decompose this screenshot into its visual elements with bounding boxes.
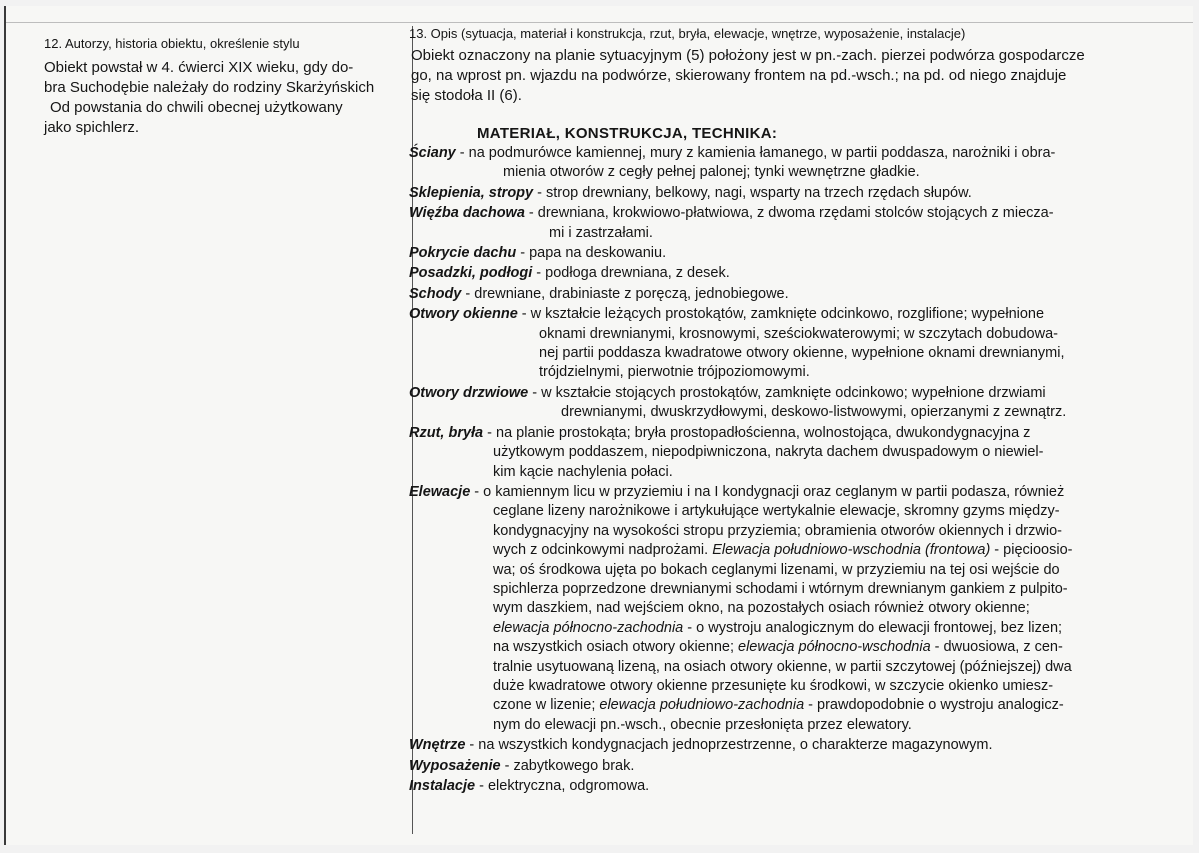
- top-rule: [6, 22, 1193, 23]
- entry-wnetrze: [409, 736, 1169, 755]
- entry-sciany: [409, 144, 1169, 183]
- entry-term: Pokrycie dachu: [409, 245, 517, 262]
- entry-term: Wnętrze: [409, 737, 466, 754]
- entry-text: trójdzielnymi, pierwotnie trójpoziomowymi.: [539, 364, 810, 381]
- entry-text: - w kształcie stojących prostokątów, zamknięte odcinkowo; wypełnione drzwiami: [528, 384, 1046, 401]
- intro-line: go, na wprost pn. wjazdu na podwórze, skierowany frontem na pd.-wsch.; na pd. od niego znajduje: [411, 67, 1067, 84]
- entry-term: Otwory drzwiowe: [409, 384, 529, 401]
- entry-text: - drewniane, drabiniaste z poręczą, jednobiegowe.: [461, 285, 789, 302]
- entry-text-italic: elewacja południowo-zachodnia: [599, 697, 805, 714]
- entry-otwory-okienne: [409, 305, 1169, 383]
- entry-term: Więźba dachowa: [409, 205, 525, 222]
- entry-term: Wyposażenie: [409, 757, 501, 774]
- entry-text: - na planie prostokąta; bryła prostopadłościenna, wolnostojąca, dwukondygnacyjna z: [483, 424, 1031, 441]
- entry-otwory-drzwiowe: [409, 384, 1169, 423]
- entry-term: Elewacje: [409, 483, 471, 500]
- entry-text: spichlerza poprzedzone drewnianymi schodami i wtórnym drewnianym gankiem z pulpito-: [493, 580, 1068, 597]
- entry-posadzki: [409, 264, 1169, 283]
- entry-text: wa; oś środkowa ujęta po bokach ceglanymi lizenami, w przyziemiu na tej osi wejście do: [493, 561, 1060, 578]
- entry-text: nej partii poddasza kwadratowe otwory okienne, wypełnione oknami drewnianymi,: [539, 345, 1065, 362]
- history-line: bra Suchodębie należały do rodziny Skarżyńskich: [44, 79, 375, 96]
- entry-text: wych z odcinkowymi nadprożami.: [493, 542, 713, 559]
- history-line: Od powstania do chwili obecnej użytkowany: [50, 99, 343, 116]
- entry-text: - elektryczna, odgromowa.: [475, 778, 650, 794]
- entry-text: na wszystkich osiach otwory okienne;: [493, 639, 738, 656]
- entry-text: - na podmurówce kamiennej, mury z kamienia łamanego, w partii poddasza, narożniki i obra-: [455, 145, 1056, 161]
- entry-text-italic: elewacja północno-zachodnia: [493, 619, 684, 636]
- entry-text: kondygnacyjny na wysokości stropu przyziemia; obramienia otworów okiennych i drzwio-: [493, 522, 1062, 539]
- entry-text: tralnie usytuowaną lizeną, na osiach otwory okienne, w partii szczytowej (późniejszej) dwa: [493, 658, 1072, 675]
- document-sheet: [4, 6, 1193, 845]
- entry-text: - podłoga drewniana, z desek.: [532, 265, 730, 282]
- entry-term: Posadzki, podłogi: [409, 265, 533, 282]
- entry-text: wym daszkiem, nad wejściem okno, na pozostałych osiach również otwory okienne;: [493, 600, 1030, 617]
- entry-term: Otwory okienne: [409, 306, 518, 323]
- entry-text: oknami drewnianymi, krosnowymi, sześciokwaterowymi; w szczytach dobudowa-: [539, 325, 1058, 342]
- materials-section-title: MATERIAŁ, KONSTRUKCJA, TECHNIKA:: [477, 125, 778, 142]
- entry-text: użytkowym poddaszem, niepodpiwniczona, nakryta dachem dwuspadowym o niewiel-: [493, 444, 1044, 461]
- entry-wiezba: [409, 204, 1169, 243]
- entry-text: - prawdopodobnie o wystroju analogicz-: [804, 697, 1064, 714]
- entry-text: - w kształcie leżących prostokątów, zamknięte odcinkowo, rozglifione; wypełnione: [517, 306, 1045, 323]
- entry-text: - strop drewniany, belkowy, nagi, wsparty na trzech rzędach słupów.: [533, 184, 972, 201]
- entry-text: czone w lizenie;: [493, 697, 600, 714]
- entry-term: Ściany: [409, 145, 456, 161]
- right-column: [409, 26, 1169, 797]
- entry-text: - dwuosiowa, z cen-: [930, 639, 1063, 656]
- entry-term: Sklepienia, stropy: [409, 184, 534, 201]
- intro-line: się stodoła II (6).: [411, 87, 522, 104]
- entry-term: Instalacje: [409, 778, 476, 794]
- entry-text: - o kamiennym licu w przyziemiu i na I kondygnacji oraz ceglanym w partii podasza, również: [470, 483, 1065, 500]
- entry-wyposazenie: [409, 757, 1169, 776]
- history-line: Obiekt powstał w 4. ćwierci XIX wieku, gdy do-: [44, 59, 354, 76]
- intro-text: [411, 46, 1169, 106]
- entry-text: - papa na deskowaniu.: [516, 245, 667, 262]
- entry-text: duże kwadratowe otwory okienne przesunięte ku środkowi, w szczycie okienko umiesz-: [493, 677, 1054, 694]
- entry-text: drewnianymi, dwuskrzydłowymi, deskowo-listwowymi, opierzanymi z zewnątrz.: [561, 404, 1067, 421]
- entry-instalacje: [409, 777, 1169, 796]
- entry-text: kim kącie nachylenia połaci.: [493, 463, 673, 480]
- intro-line: Obiekt oznaczony na planie sytuacyjnym (5) położony jest w pn.-zach. pierzei podwórza gospodarcze: [411, 47, 1085, 64]
- entry-sklepienia: [409, 184, 1169, 203]
- entry-text: - pięcioosio-: [990, 542, 1073, 559]
- entry-term: Schody: [409, 285, 462, 302]
- entry-text: ceglane lizeny narożnikowe i artykułujące wertykalnie elewacje, skromny gzyms między-: [493, 503, 1060, 520]
- left-column: [44, 36, 406, 138]
- entry-elewacje: [409, 483, 1169, 735]
- entry-text: - zabytkowego brak.: [500, 757, 635, 774]
- history-text: [44, 58, 406, 138]
- entry-text-italic: Elewacja południowo-wschodnia (frontowa): [712, 542, 991, 559]
- section-12-heading: 12. Autorzy, historia obiektu, określenie stylu: [44, 36, 300, 51]
- entry-text-italic: elewacja północno-wschodnia: [738, 639, 931, 656]
- entry-text: mienia otworów z cegły pełnej palonej; tynki wewnętrzne gładkie.: [503, 164, 920, 181]
- entry-text: nym do elewacji pn.-wsch., obecnie przesłonięta przez elewatory.: [493, 716, 912, 733]
- entry-pokrycie: [409, 244, 1169, 263]
- history-line: jako spichlerz.: [44, 119, 140, 136]
- entry-text: mi i zastrzałami.: [549, 224, 653, 241]
- entry-text: - o wystroju analogicznym do elewacji frontowej, bez lizen;: [683, 619, 1063, 636]
- entry-text: - na wszystkich kondygnacjach jednoprzestrzenne, o charakterze magazynowym.: [465, 737, 993, 754]
- entry-text: - drewniana, krokwiowo-płatwiowa, z dwoma rzędami stolców stojących z miecza-: [524, 205, 1054, 222]
- entry-term: Rzut, bryła: [409, 424, 484, 441]
- entry-rzut: [409, 424, 1169, 482]
- section-13-heading: 13. Opis (sytuacja, materiał i konstrukcja, rzut, bryła, elewacje, wnętrze, wyposażenie, instalacje): [409, 26, 966, 41]
- entry-schody: [409, 285, 1169, 304]
